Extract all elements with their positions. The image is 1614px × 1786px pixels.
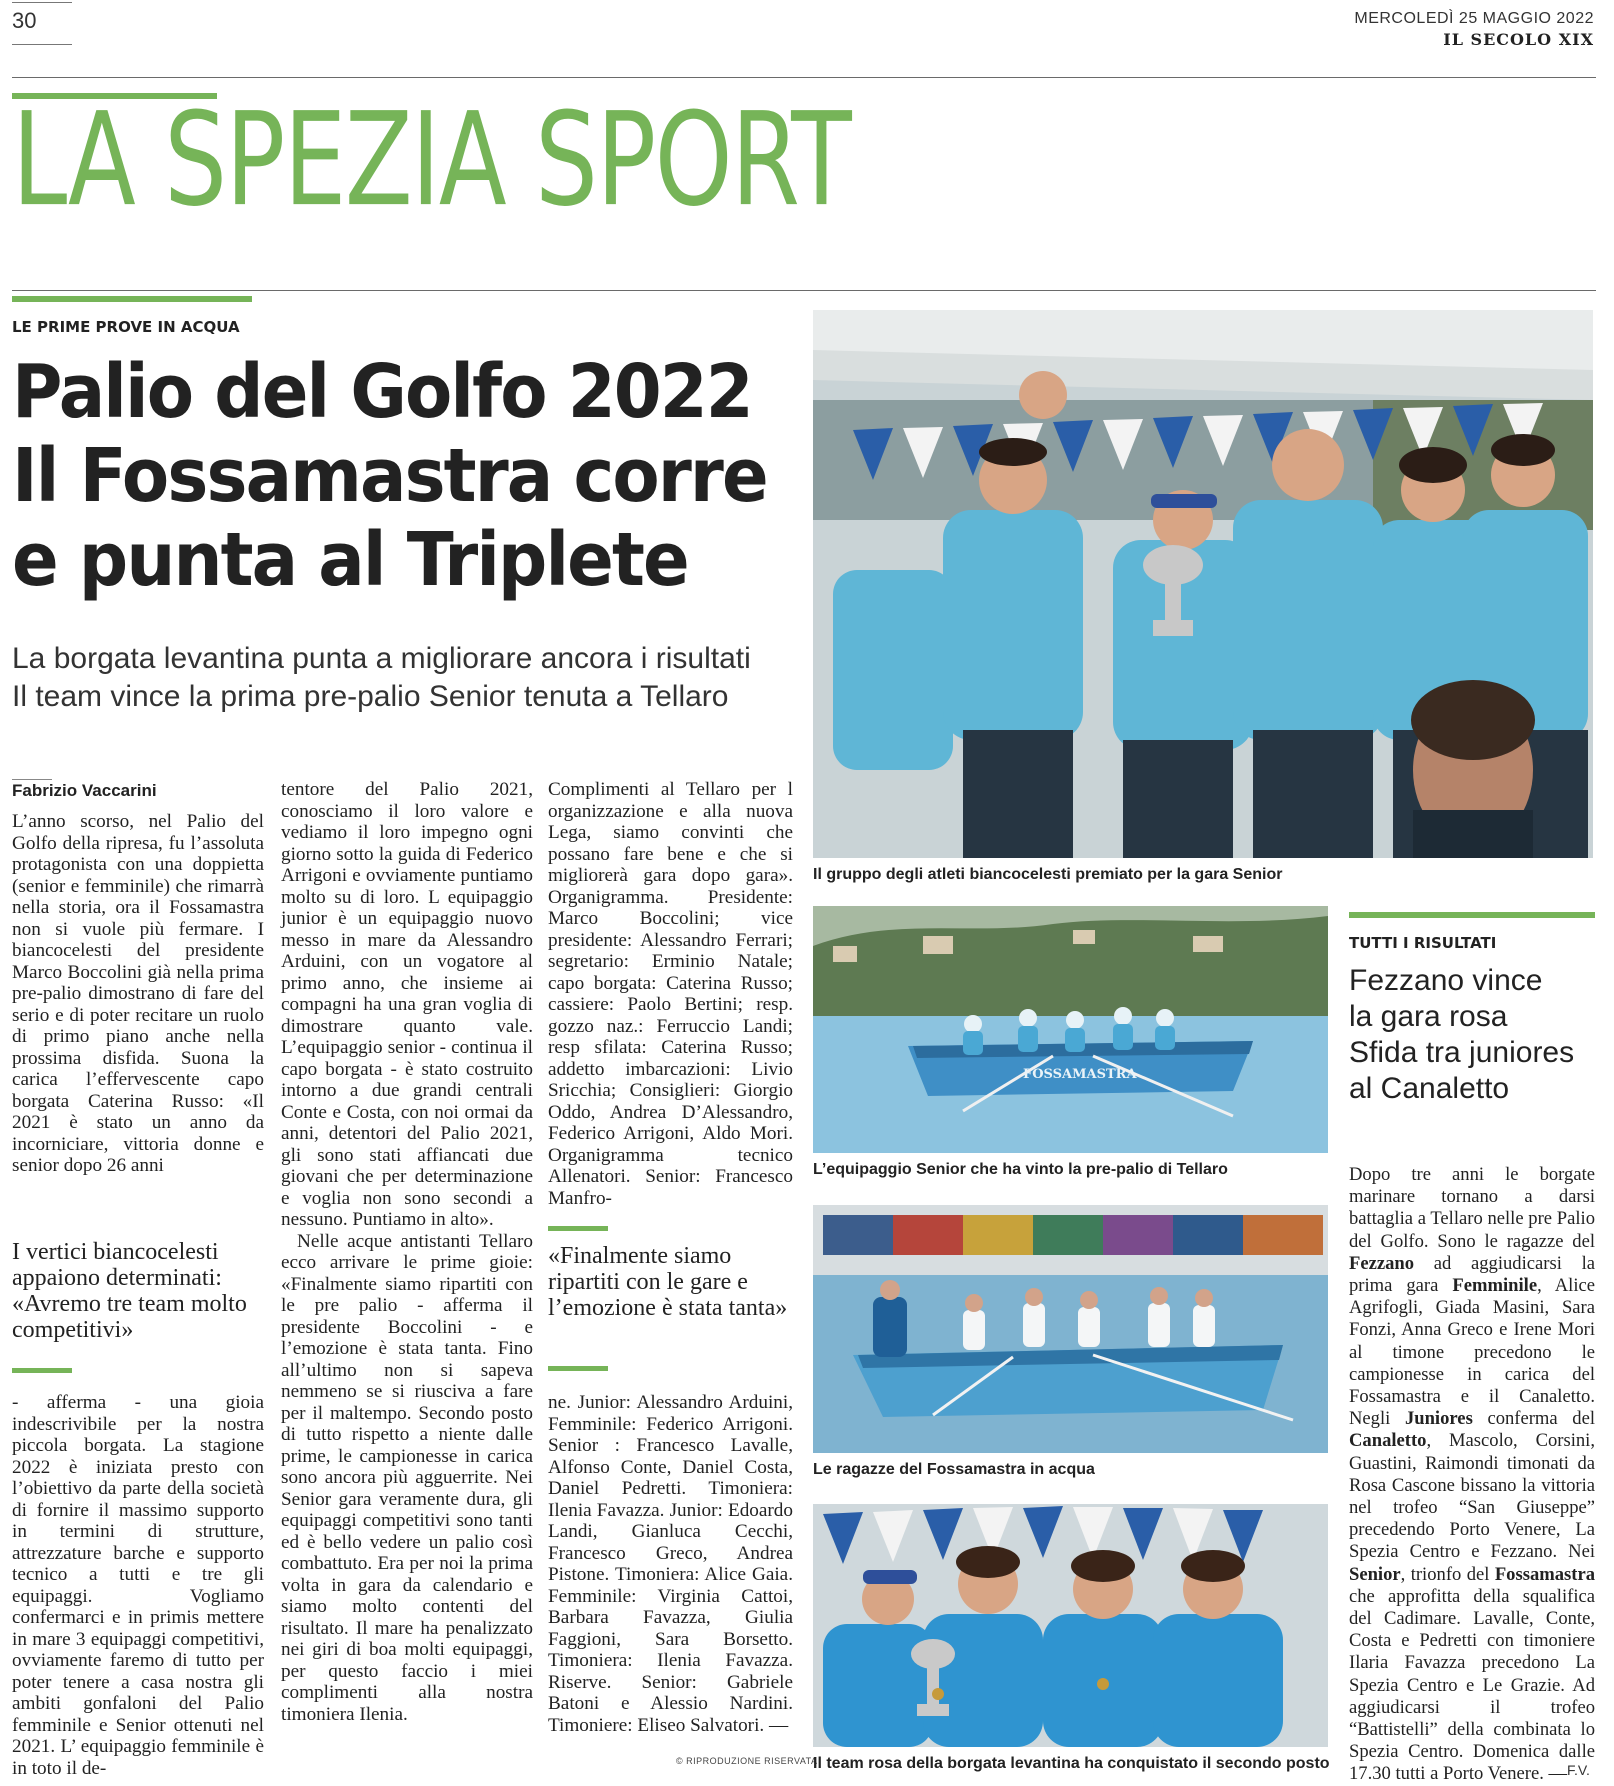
pullquote-left-bar [12, 1368, 72, 1373]
caption-team-medals: Il gruppo degli atleti biancocelesti premiato per la gara Senior [813, 866, 1283, 883]
caption-senior-boat: L’equipaggio Senior che ha vinto la pre-palio di Tellaro [813, 1161, 1228, 1178]
sidebar-accent-bar [1349, 912, 1595, 918]
photo-team-medals [813, 310, 1593, 858]
byline: Fabrizio Vaccarini [12, 781, 157, 800]
photo-senior-boat [813, 906, 1328, 1153]
copyright-notice: © RIPRODUZIONE RISERVATA [676, 1756, 818, 1766]
boat-name-label: FOSSAMASTRA [1023, 1067, 1137, 1082]
headline-line-2: Il Fossamastra corre [12, 433, 767, 519]
col2-paragraph-1: tentore del Palio 2021, conosciamo il loro valore e vediamo il loro impegno ogni giorno sotto la guida di Federico Arrigoni e ovviamente puntiamo molto su di loro. L equipaggio junior è un equipaggio nuovo messo in mare da Alessandro Arduini, con un vogatore al primo anno, che insieme ai compagni ha una gran voglia di dimostrare quanto vale. L’equipaggio senior - continua il capo borgata - è stato costruito intorno a due grandi centrali Conte e Costa, con noi ormai da anni, detentori del Palio 2021, gli sono stati affiancati due giovani che per determinazione e voglia non sono secondi a nessuno. Puntiamo in alto». [281, 779, 533, 1230]
col3-paragraph: Complimenti al Tellaro per l organizzazione e alla nuova Lega, siamo convinti che possano fare bene e che si migliorerà gara dopo gara». Organigramma. Presidente: Marco Boccolini; vice presidente: Alessandro Ferrari; segretario: Erminio Natale; capo borgata: Caterina Russo; cassiere: Paolo Bertini; resp. gozzo naz.: Ferruccio Landi; resp sfilata: Caterina Russo; addetto imbarcazioni: Livio Sricchia; Consiglieri: Giorgio Oddo, Andrea D’Alessandro, Federico Arrigoni, Aldo Mori. Organigramma tecnico Allenatori. Senior: Francesco Manfro- [548, 779, 793, 1209]
sidebar-title-line-4: al Canaletto [1349, 1072, 1510, 1105]
section-divider [12, 290, 1596, 291]
sidebar-title-line-1: Fezzano vince [1349, 964, 1543, 997]
pullquote-right-bar-bottom [548, 1366, 608, 1371]
section-title: LA SPEZIA SPORT [12, 85, 851, 236]
top-rule [12, 2, 72, 3]
article-headline [12, 350, 792, 602]
page-number-rule [12, 44, 72, 45]
sidebar-title-line-2: la gara rosa [1349, 1000, 1508, 1033]
byline-rule [12, 779, 52, 780]
issue-date: MERCOLEDÌ 25 MAGGIO 2022 [1354, 10, 1594, 27]
col2-paragraph-2: Nelle acque antistanti Tellaro ecco arrivare le prime gioie: «Finalmente siamo ripartiti con le pre palio - afferma il presidente Boccolini - e l’emozione è stata tanta. Fino all’ultimo non si sapeva nemmeno se si riusciva a fare per il maltempo. Secondo posto di tutto rispetto a niente dalle prime, le campionesse in carica sono ancora più agguerrite. Nei Senior gara veramente dura, gli equipaggi competitivi sono tanti ed è bello vedere un palio così combattuto. Era per noi la prima volta in gara da calendario e siamo molto contenti del risultato. Il mare ha penalizzato nei giri di boa molti equipaggi, per questo faccio i miei complimenti alla nostra timoniera Ilenia. [281, 1230, 533, 1725]
article-column-1-bottom [12, 1392, 264, 1779]
sidebar-title [1349, 963, 1595, 1107]
team-medals-illustration [813, 310, 1593, 858]
article-column-2 [281, 779, 533, 1725]
headline-line-3: e punta al Triplete [12, 517, 688, 603]
women-team-illustration [813, 1504, 1328, 1747]
article-column-3-bottom [548, 1392, 793, 1736]
article-column-1-top [12, 811, 264, 1177]
senior-boat-illustration [813, 906, 1328, 1153]
sidebar-body: Dopo tre anni le borgate marinare tornano a darsi battaglia a Tellaro nelle pre Palio del Golfo. Sono le ragazze del Fezzano ad aggiudicarsi la prima gara Femminile, Alice Agrifogli, Giada Masini, Sara Fonzi, Anna Greco e Irene Mori al timone precedono le campionesse in carica del Fossamastra e il Canaletto. Negli Juniores conferma del Canaletto, Mascolo, Corsini, Guastini, Raimondi timonati da Rosa Cascone bissano la vittoria nel trofeo “San Giuseppe” precedendo Porto Venere, La Spezia Centro e Fezzano. Nei Senior, trionfo del Fossamastra che approfitta della squalifica del Cadimare. Lavalle, Conte, Costa e Pedretti con timoniere Ilaria Favazza precedono La Spezia Centro e Le Grazie. Ad aggiudicarsi il trofeo “Battistelli” della combinata lo Spezia Centro. Domenica dalle 17.30 tutti a Porto Venere. — [1349, 1164, 1595, 1785]
kicker-accent-bar [12, 296, 252, 302]
col1-paragraph-2: - afferma - una gioia indescrivibile per la nostra piccola borgata. La stagione 2022 è iniziata presto con l’obiettivo da parte della società di fornire il massimo supporto in termini di strutture, attrezzature barche e supporto tecnico a tutti e tre gli equipaggi. Vogliamo confermarci e in primis mettere in mare 3 equipaggi competitivi, ovviamente faremo di tutto per poter tenere a casa nostra gli ambiti gonfaloni del Palio femminile e Senior ottenuti nel 2021. L’ equipaggio femminile è in toto il de- [12, 1392, 264, 1779]
newspaper-name: IL SECOLO XIX [1443, 30, 1594, 49]
sidebar-kicker: TUTTI I RISULTATI [1349, 934, 1497, 952]
pullquote-left: I vertici biancocelesti appaiono determinati: «Avremo tre team molto competitivi» [12, 1239, 247, 1343]
sidebar-title-line-3: Sfida tra juniores [1349, 1036, 1575, 1069]
subhead-line-2: Il team vince la prima pre-palio Senior tenuta a Tellaro [12, 680, 729, 713]
women-boat-illustration [813, 1205, 1328, 1453]
subhead-line-1: La borgata levantina punta a migliorare ancora i risultati [12, 642, 751, 675]
article-kicker: LE PRIME PROVE IN ACQUA [12, 318, 240, 336]
caption-women-team: Il team rosa della borgata levantina ha conquistato il secondo posto [813, 1755, 1330, 1772]
headline-line-1: Palio del Golfo 2022 [12, 349, 752, 435]
pullquote-right: «Finalmente siamo ripartiti con le gare e l’emozione è stata tanta» [548, 1243, 788, 1321]
col3-paragraph-2: ne. Junior: Alessandro Arduini, Femminile: Federico Arrigoni. Senior : Francesco Lavalle, Alfonso Conte, Daniel Costa, Daniel Pedretti. Timoniera: Ilenia Favazza. Junior: Edoardo Landi, Gianluca Cecchi, Francesco Greco, Andrea Pistone. Timoniera: Alice Gaia. Femminile: Virginia Cattoi, Barbara Favazza, Giulia Faggioni, Sara Borsetto. Timoniera: Ilenia Favazza. Riserve. Senior: Gabriele Batoni e Alessio Nardini. Timoniere: Eliseo Salvatori. — [548, 1392, 793, 1736]
photo-women-team [813, 1504, 1328, 1747]
caption-women-boat: Le ragazze del Fossamastra in acqua [813, 1461, 1095, 1478]
sidebar-initials: F.V. [1567, 1762, 1590, 1778]
article-subhead [12, 640, 792, 716]
page-number: 30 [12, 8, 37, 33]
pullquote-right-bar-top [548, 1226, 608, 1231]
col1-paragraph: L’anno scorso, nel Palio del Golfo della ripresa, fu l’assoluta protagonista con una doppietta (senior e femminile) che rimarrà nella storia, ora il Fossamastra non si vuole più fermare. I biancocelesti del presidente Marco Boccolini già nella prima pre-palio dimostrano di fare del serio e di poter recitare un ruolo di primo piano anche nella prossima disfida. Suona la carica l’effervescente capo borgata Caterina Russo: «Il 2021 è stato un anno da incorniciare, vittoria donne e senior dopo 26 anni [12, 811, 264, 1176]
photo-women-boat [813, 1205, 1328, 1453]
masthead-divider [12, 77, 1596, 78]
article-column-3-top [548, 779, 793, 1209]
